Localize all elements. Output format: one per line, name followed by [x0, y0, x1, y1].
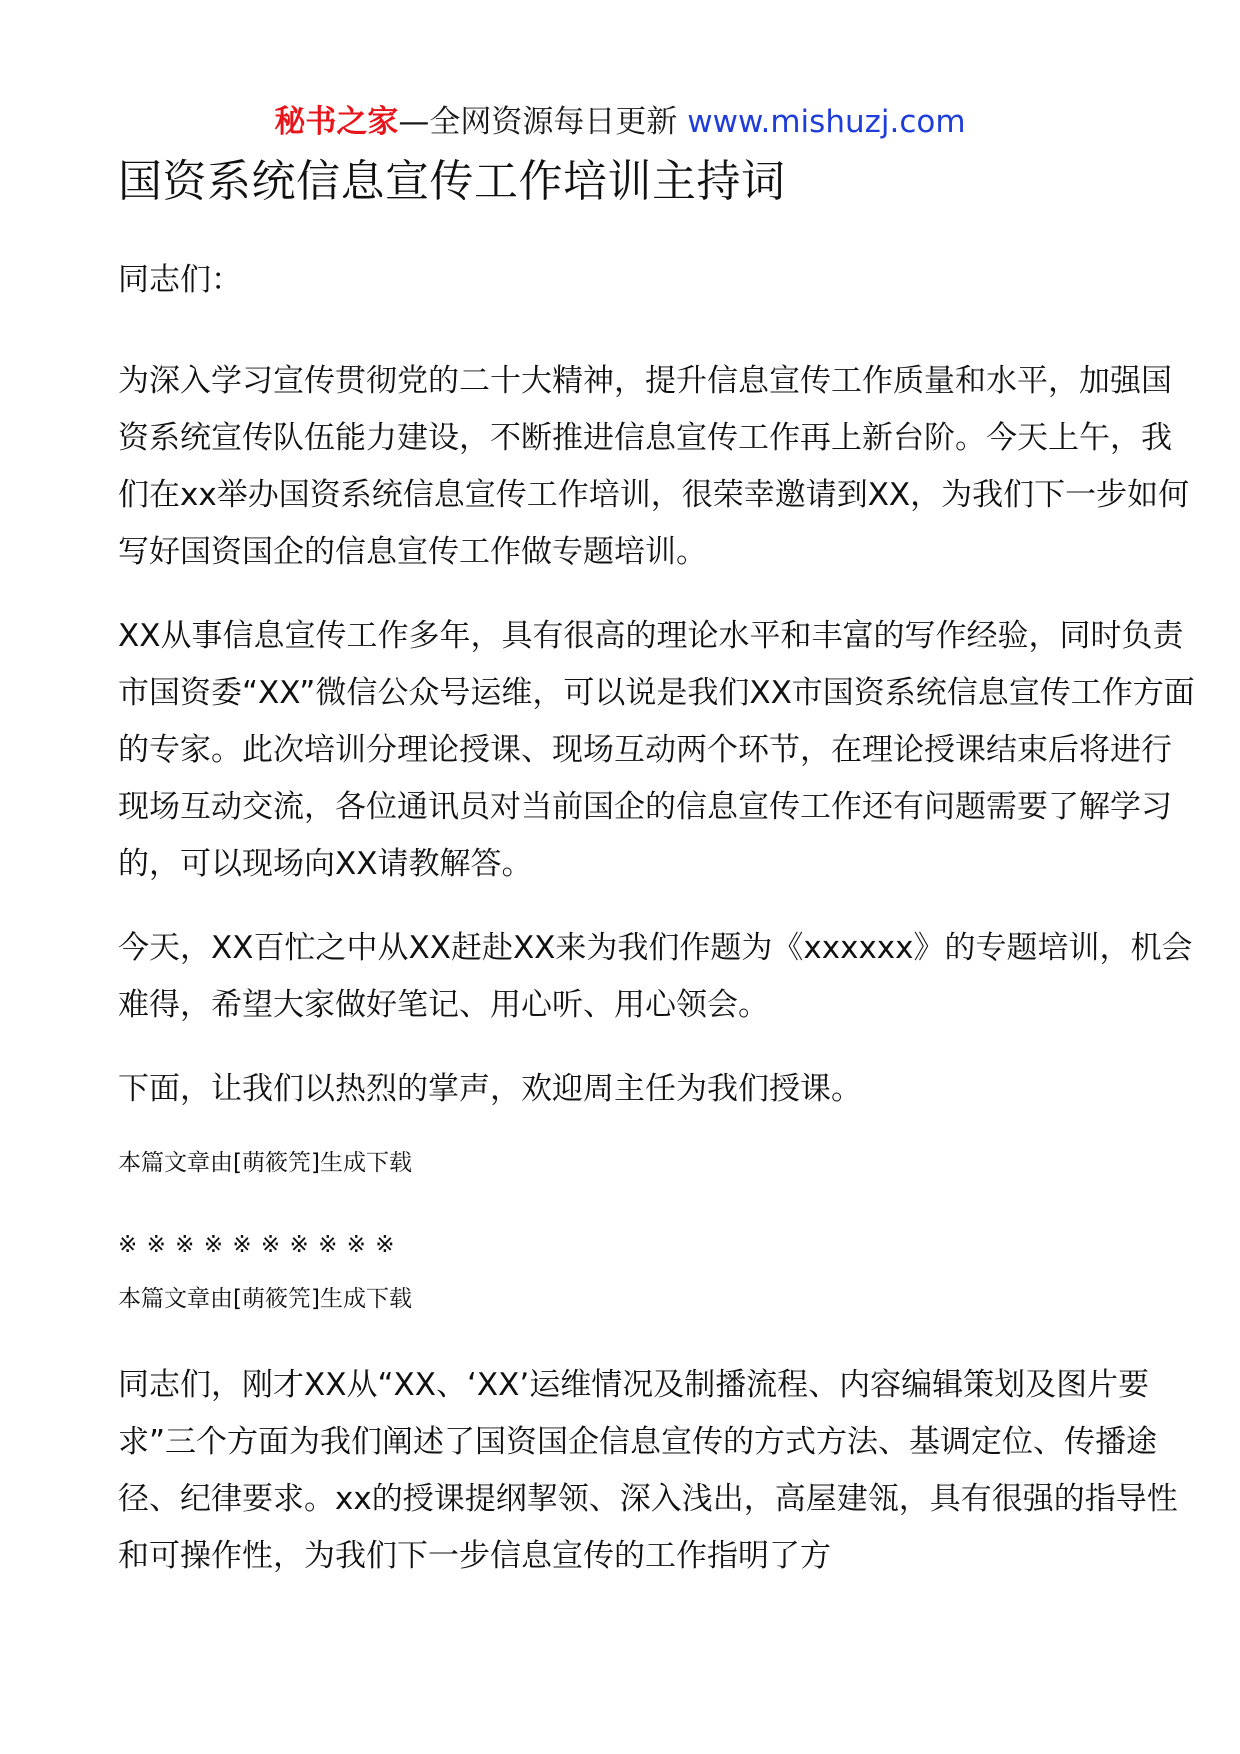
- site-brand: 秘书之家: [274, 104, 399, 140]
- document-body: [118, 152, 1198, 1612]
- paragraph-welcome: 下面，让我们以热烈的掌声，欢迎周主任为我们授课。: [118, 1071, 862, 1107]
- document-title: 国资系统信息宣传工作培训主持词: [118, 156, 786, 207]
- paragraph-topic: 今天，XX百忙之中从XX赶赴XX来为我们作题为《xxxxxx》的专题培训，机会难得，希望大家做好笔记、用心听、用心领会。: [118, 930, 1193, 1023]
- generation-note-second: 本篇文章由[萌筱笐]生成下载: [118, 1286, 412, 1312]
- generation-note: 本篇文章由[萌筱笐]生成下载: [118, 1150, 412, 1176]
- paragraph-closing: 同志们，刚才XX从“XX、‘XX’运维情况及制播流程、内容编辑策划及图片要求”三个方面为我们阐述了国资国企信息宣传的方式方法、基调定位、传播途径、纪律要求。xx的授课提纲挈领、深入浅出，高屋建瓴，具有很强的指导性和可操作性，为我们下一步信息宣传的工作指明了方: [118, 1367, 1178, 1574]
- paragraph-speaker-bio: XX从事信息宣传工作多年，具有很高的理论水平和丰富的写作经验，同时负责市国资委“XX”微信公众号运维，可以说是我们XX市国资系统信息宣传工作方面的专家。此次培训分理论授课、现场互动两个环节，在理论授课结束后将进行现场互动交流，各位通讯员对当前国企的信息宣传工作还有问题需要了解学习的，可以现场向XX请教解答。: [118, 618, 1195, 882]
- site-url-link[interactable]: www.mishuzj.com: [687, 104, 966, 140]
- site-tagline: —全网资源每日更新: [398, 104, 678, 140]
- section-divider: ※ ※ ※ ※ ※ ※ ※ ※ ※ ※: [118, 1232, 396, 1258]
- paragraph-intro: 为深入学习宣传贯彻党的二十大精神，提升信息宣传工作质量和水平，加强国资系统宣传队伍能力建设，不断推进信息宣传工作再上新台阶。今天上午，我们在xx举办国资系统信息宣传工作培训，很荣幸邀请到XX，为我们下一步如何写好国资国企的信息宣传工作做专题培训。: [118, 363, 1190, 570]
- salutation: 同志们：: [118, 262, 242, 298]
- site-header: [0, 100, 1240, 144]
